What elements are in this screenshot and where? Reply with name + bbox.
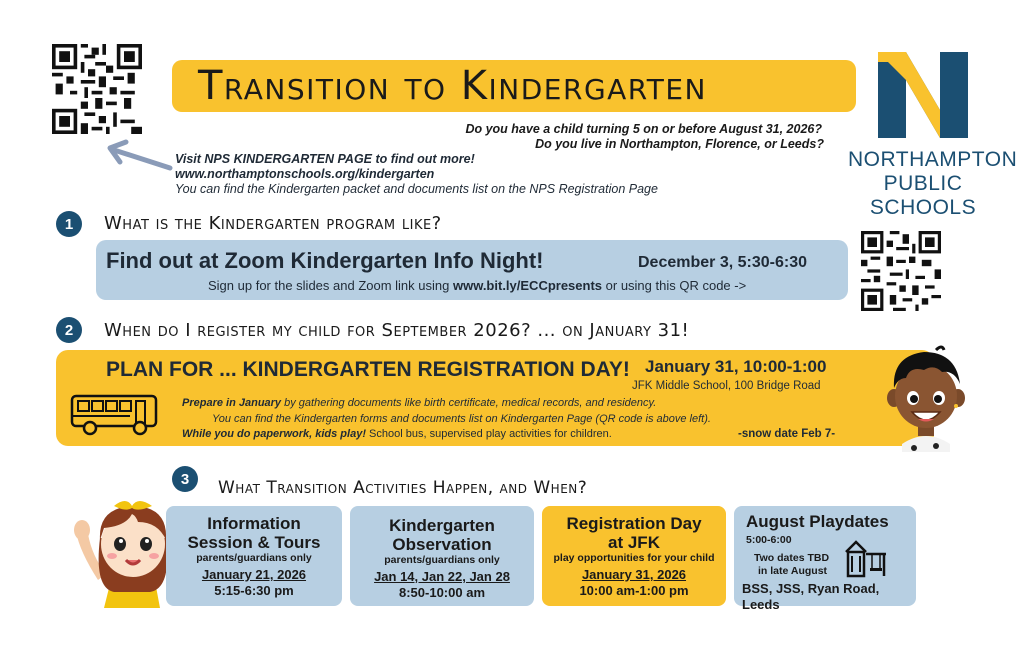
card-information-session bbox=[166, 506, 342, 606]
registration-day-title: PLAN FOR ... KINDERGARTEN REGISTRATION DAY! bbox=[106, 358, 630, 381]
card4-title: August Playdates bbox=[746, 512, 889, 531]
arrow-icon bbox=[104, 138, 174, 178]
card4-time-top: 5:00-6:00 bbox=[746, 534, 792, 546]
step-2-badge: 2 bbox=[56, 317, 82, 343]
card2-time: 8:50-10:00 am bbox=[399, 585, 485, 600]
page-title-banner bbox=[172, 60, 856, 112]
section2-heading: When do I register my child for September 2026? ... on January 31! bbox=[104, 320, 690, 341]
card1-sub: parents/guardians only bbox=[196, 552, 312, 564]
registration-date: January 31, 10:00-1:00 bbox=[645, 357, 827, 376]
card2-date: Jan 14, Jan 22, Jan 28 bbox=[374, 569, 510, 584]
card-registration-day bbox=[542, 506, 726, 606]
prepare-bold: Prepare in January bbox=[182, 397, 282, 409]
visit-note: You can find the Kindergarten packet and documents list on the NPS Registration Page bbox=[175, 182, 658, 196]
card-august-playdates bbox=[734, 506, 916, 612]
logo-line1: NORTHAMPTON bbox=[848, 148, 1018, 171]
card1-title1: Information bbox=[207, 514, 301, 533]
card1-date: January 21, 2026 bbox=[201, 567, 307, 582]
visit-headline: Visit NPS KINDERGARTEN PAGE to find out more! bbox=[175, 152, 475, 166]
registration-location: JFK Middle School, 100 Bridge Road bbox=[632, 380, 821, 392]
card3-time: 10:00 am-1:00 pm bbox=[579, 583, 689, 598]
card2-title2: Observation bbox=[392, 535, 492, 554]
zoom-night-title: Find out at Zoom Kindergarten Info Night! bbox=[106, 248, 544, 273]
card3-title1: Registration Day bbox=[566, 514, 702, 533]
card3-date: January 31, 2026 bbox=[581, 567, 687, 582]
question-residence: Do you live in Northampton, Florence, or Leeds? bbox=[535, 137, 824, 151]
snow-date: -snow date Feb 7- bbox=[738, 428, 836, 440]
card2-title1: Kindergarten bbox=[389, 516, 495, 535]
play-rest: School bus, supervised play activities for children. bbox=[365, 428, 612, 440]
zoom-night-date: December 3, 5:30-6:30 bbox=[638, 254, 807, 271]
visit-info bbox=[175, 152, 658, 197]
signup-pre: Sign up for the slides and Zoom link using bbox=[208, 278, 453, 293]
signup-post: or using this QR code -> bbox=[602, 278, 747, 293]
card1-time: 5:15-6:30 pm bbox=[214, 583, 294, 598]
card4-note1: Two dates TBD bbox=[754, 552, 830, 564]
section3-heading: What Transition Activities Happen, and When? bbox=[218, 478, 588, 498]
school-bus-icon bbox=[70, 392, 162, 438]
prepare-rest: by gathering documents like birth certificate, medical records, and residency. bbox=[281, 397, 657, 409]
card-observation bbox=[350, 506, 534, 606]
qr-code-zoom-signup bbox=[861, 231, 941, 311]
nps-logo-icon bbox=[878, 52, 968, 138]
card2-sub: parents/guardians only bbox=[384, 554, 500, 566]
zoom-signup-text bbox=[208, 278, 746, 293]
step-1-badge: 1 bbox=[56, 211, 82, 237]
card1-title2: Session & Tours bbox=[187, 533, 321, 552]
signup-link[interactable]: www.bit.ly/ECCpresents bbox=[452, 278, 603, 293]
step-3-badge: 3 bbox=[172, 466, 198, 492]
playground-icon bbox=[842, 538, 888, 578]
visit-url-link[interactable]: www.northamptonschools.org/kindergarten bbox=[175, 167, 435, 181]
logo-line2: PUBLIC SCHOOLS bbox=[869, 172, 977, 219]
card3-title2: at JFK bbox=[608, 533, 660, 552]
logo-text bbox=[848, 148, 1018, 220]
boy-illustration-icon bbox=[884, 344, 968, 452]
qr-code-kindergarten-page bbox=[52, 44, 142, 134]
forms-note: You can find the Kindergarten forms and documents list on Kindergarten Page (QR code is above left). bbox=[212, 412, 711, 425]
section1-heading: What is the Kindergarten program like? bbox=[104, 213, 442, 234]
question-age: Do you have a child turning 5 on or before August 31, 2026? bbox=[465, 122, 822, 136]
card3-sub: play opportunities for your child bbox=[553, 552, 715, 564]
card4-note2: in late August bbox=[758, 565, 828, 577]
card4-locations: BSS, JSS, Ryan Road, Leeds bbox=[742, 581, 880, 612]
play-bold: While you do paperwork, kids play! bbox=[182, 428, 366, 440]
page-title: Transition to Kindergarten bbox=[198, 63, 707, 109]
registration-details bbox=[182, 396, 711, 443]
